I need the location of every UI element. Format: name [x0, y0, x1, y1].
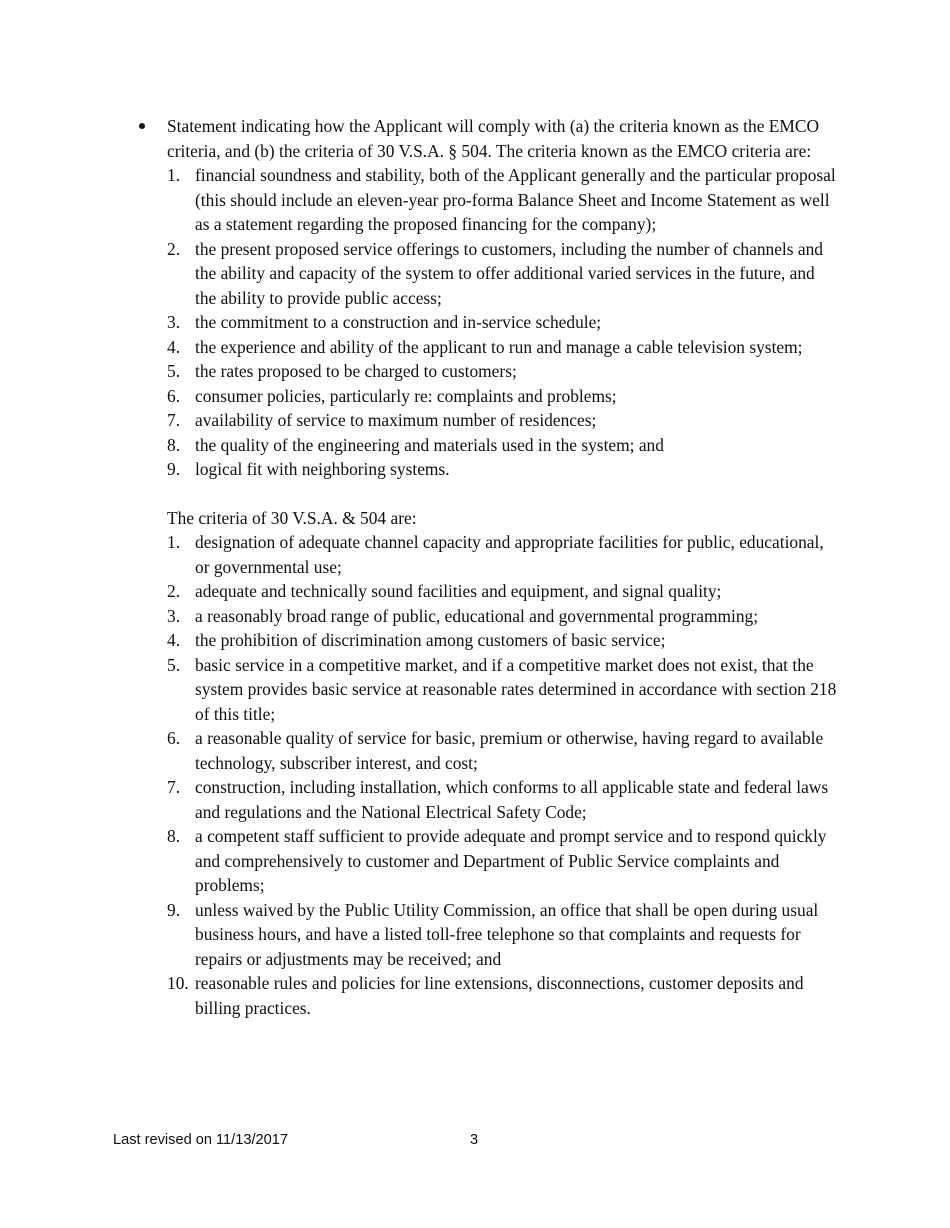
list-item-text: availability of service to maximum number of residences;: [195, 410, 597, 430]
list-item-number: 2.: [167, 581, 181, 601]
document-body: [139, 114, 839, 1020]
list-item-text: logical fit with neighboring systems.: [195, 459, 450, 479]
list-item-text: a reasonably broad range of public, educational and governmental programming;: [195, 605, 759, 626]
bullet-icon: [139, 114, 167, 139]
list-item: [139, 726, 839, 775]
list-item-number: 9.: [167, 899, 181, 920]
page-number: 3: [470, 1132, 479, 1148]
list-item-number: 3.: [167, 605, 181, 626]
list-item: [139, 775, 839, 824]
list-item: [139, 579, 839, 604]
list-item-number: 5.: [167, 654, 181, 675]
list-item: [139, 457, 839, 482]
list-item-text: basic service in a competitive market, and if a competitive market does not exist, that the system provides basic service at reasonable rates determined in accordance with section 218 of this title;: [195, 654, 837, 724]
list-item-text: consumer policies, particularly re: complaints and problems;: [195, 385, 617, 406]
list-item-number: 8.: [167, 434, 181, 455]
list-item-number: 10.: [167, 973, 189, 993]
list-item: [139, 163, 839, 237]
list-item-number: 7.: [167, 777, 181, 797]
list-item-number: 2.: [167, 238, 181, 259]
list-item-text: the rates proposed to be charged to customers;: [195, 361, 517, 381]
list-item-number: 5.: [167, 361, 181, 381]
list-item: [139, 237, 839, 311]
intro-paragraph: Statement indicating how the Applicant will comply with (a) the criteria known as the EMCO criteria, and (b) the criteria of 30 V.S.A. § 504. The criteria known as the EMCO criteria are:: [167, 116, 820, 161]
list-item: [139, 971, 839, 1020]
list-item: [139, 653, 839, 727]
list-item: [139, 530, 839, 579]
list-item: [139, 433, 839, 458]
bullet-item-statement: [139, 114, 839, 163]
list-item-text: the prohibition of discrimination among customers of basic service;: [195, 630, 666, 650]
list-item-text: reasonable rules and policies for line extensions, disconnections, customer deposits and billing practices.: [195, 973, 804, 1018]
list-item-number: 4.: [167, 336, 181, 357]
list-item: [139, 359, 839, 384]
list-item: [139, 335, 839, 360]
list-item-text: unless waived by the Public Utility Commission, an office that shall be open during usual business hours, and have a listed toll-free telephone so that complaints and requests for repairs or adjustments may be received; and: [195, 899, 819, 969]
list-item-number: 9.: [167, 459, 181, 479]
list-item-number: 6.: [167, 385, 181, 406]
list-item: [139, 310, 839, 335]
emco-criteria-list: [139, 163, 839, 482]
list-item-number: 1.: [167, 532, 181, 552]
list-item-number: 1.: [167, 165, 181, 185]
list-item: [139, 604, 839, 629]
vsa-criteria-heading: The criteria of 30 V.S.A. & 504 are:: [167, 507, 417, 528]
list-item-text: a reasonable quality of service for basic, premium or otherwise, having regard to available technology, subscriber interest, and cost;: [195, 728, 824, 773]
list-item-text: designation of adequate channel capacity and appropriate facilities for public, educational, or governmental use;: [195, 532, 824, 577]
list-item-number: 4.: [167, 630, 181, 650]
list-item-text: the experience and ability of the applicant to run and manage a cable television system;: [195, 336, 803, 357]
list-item: [139, 628, 839, 653]
list-item-number: 6.: [167, 728, 181, 748]
list-item-text: the quality of the engineering and materials used in the system; and: [195, 434, 664, 455]
list-item-text: the present proposed service offerings to customers, including the number of channels and the ability and capacity of the system to offer additional varied services in the future, and the ability to provide public access;: [195, 238, 823, 308]
list-item: [139, 824, 839, 898]
list-item-number: 3.: [167, 312, 181, 332]
list-item: [139, 898, 839, 972]
list-item-number: 8.: [167, 826, 181, 846]
list-item-text: the commitment to a construction and in-service schedule;: [195, 312, 602, 332]
list-item-text: financial soundness and stability, both of the Applicant generally and the particular proposal (this should include an eleven-year pro-forma Balance Sheet and Income Statement as well as a statement regarding the proposed financing for the company);: [195, 165, 836, 234]
list-item-text: construction, including installation, which conforms to all applicable state and federal laws and regulations and the National Electrical Safety Code;: [195, 777, 829, 822]
list-item-text: a competent staff sufficient to provide adequate and prompt service and to respond quickly and comprehensively to customer and Department of Public Service complaints and problems;: [195, 826, 827, 895]
vsa-criteria-list: [139, 530, 839, 1020]
list-item-number: 7.: [167, 410, 181, 430]
revision-date: Last revised on 11/13/2017: [113, 1132, 288, 1148]
list-item: [139, 384, 839, 409]
list-item-text: adequate and technically sound facilities and equipment, and signal quality;: [195, 581, 722, 601]
list-item: [139, 408, 839, 433]
